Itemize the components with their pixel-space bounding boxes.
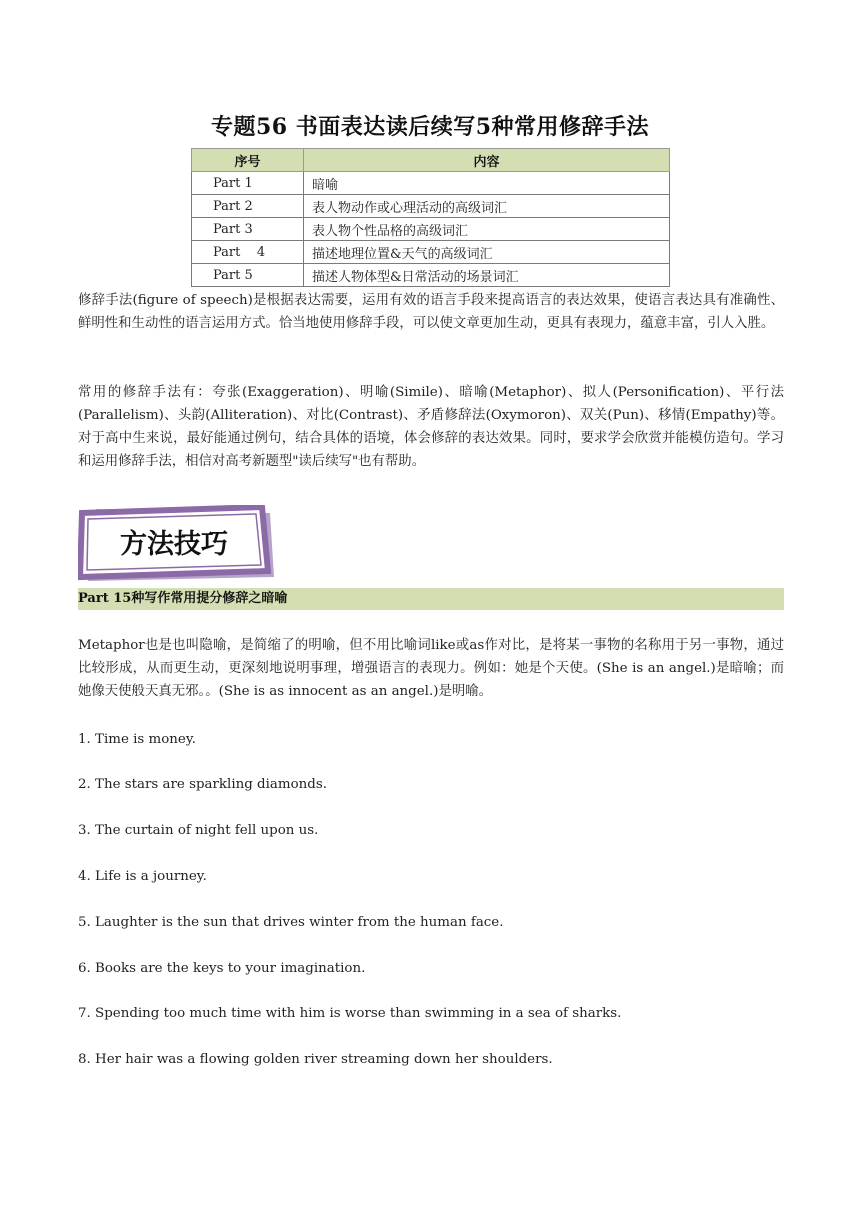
column-header-number: 序号 [192,149,304,172]
table-row [192,264,670,287]
table-cell-content: 表人物个性品格的高级词汇 [304,218,670,241]
example-1: 1. Time is money. [78,732,196,747]
table-cell-content: 描述地理位置&天气的高级词汇 [304,241,670,264]
table-cell-part: Part 1 [192,172,304,195]
table-cell-content: 暗喻 [304,172,670,195]
example-4: 4. Life is a journey. [78,869,207,884]
page-title: 专题56 书面表达读后续写5种常用修辞手法 [210,114,650,140]
method-tips-banner [78,505,274,585]
example-3: 3. The curtain of night fell upon us. [78,823,319,838]
table-cell-part: Part 5 [192,264,304,287]
table-cell-part: Part 3 [192,218,304,241]
example-8: 8. Her hair was a flowing golden river streaming down her shoulders. [78,1052,553,1067]
table-row [192,172,670,195]
section-paragraph: Metaphor也是也叫隐喻，是简缩了的明喻，但不用比喻词like或as作对比，是将某一事物的名称用于另一事物，通过比较形成，从而更生动，更深刻地说明事理，增强语言的表现力。例如：她是个天使。(She is an angel.)是暗喻；而她像天使般天真无邪。。(She is as innocent as an angel.)是明喻。 [78,638,784,699]
section-heading: Part 15种写作常用提分修辞之暗喻 [78,588,784,610]
example-2: 2. The stars are sparkling diamonds. [78,777,327,792]
column-header-content: 内容 [304,149,670,172]
example-6: 6. Books are the keys to your imagination. [78,961,366,976]
contents-table [191,148,670,287]
table-cell-part: Part 4 [192,241,304,264]
table-row [192,241,670,264]
table-header-row [192,149,670,172]
banner-text: 方法技巧 [120,529,228,560]
table-cell-content: 表人物动作或心理活动的高级词汇 [304,195,670,218]
example-7: 7. Spending too much time with him is worse than swimming in a sea of sharks. [78,1006,622,1021]
table-row [192,195,670,218]
table-cell-part: Part 2 [192,195,304,218]
intro-paragraph-2: 常用的修辞手法有：夸张(Exaggeration)、明喻(Simile)、暗喻(Metaphor)、拟人(Personification)、平行法(Parallelism)、头韵(Alliteration)、对比(Contrast)、矛盾修辞法(Oxymoron)、双关(Pun)、移情(Empathy)等。对于高中生来说，最好能通过例句，结合具体的语境，体会修辞的表达效果。同时，要求学会欣赏并能模仿造句。学习和运用修辞手法，相信对高考新题型"读后续写"也有帮助。 [78,385,784,469]
table-row [192,218,670,241]
table-cell-content: 描述人物体型&日常活动的场景词汇 [304,264,670,287]
intro-paragraph-1: 修辞手法(figure of speech)是根据表达需要，运用有效的语言手段来提高语言的表达效果，使语言表达具有准确性、鲜明性和生动性的语言运用方式。恰当地使用修辞手段，可以使文章更加生动，更具有表现力，蕴意丰富，引人入胜。 [78,293,784,331]
example-5: 5. Laughter is the sun that drives winter from the human face. [78,915,504,930]
